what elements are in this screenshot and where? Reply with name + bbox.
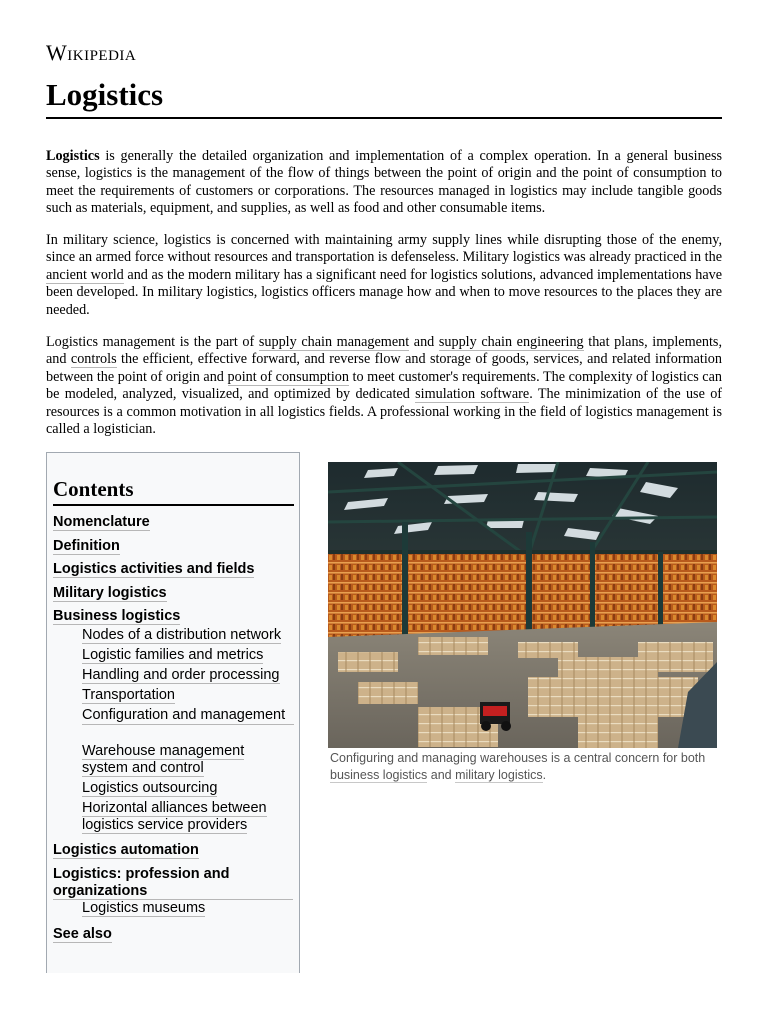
paragraph-text: and <box>409 334 439 350</box>
paragraph-text: In military science, logistics is concerned with maintaining army supply lines while disrupting those of the enemy, since an armed force without resources and transportation is defenseless. Military logistics was already practiced in the <box>46 232 722 266</box>
link-supply-chain-engineering[interactable]: supply chain engineering <box>438 334 584 350</box>
page-title: Logistics <box>46 76 722 119</box>
caption-text: and <box>427 767 456 782</box>
paragraph-text: is generally the detailed organization and implementation of a complex operation. In a general business sense, logistics is the management of the flow of things between the point of origin and the point of consumption to meet the requirements of customers or corporations. The resources managed in logistics may include tangible goods such as materials, equipment, and supplies, as well as food and other consumable items. <box>46 148 722 217</box>
toc-title: Contents <box>53 477 294 506</box>
toc-item-activities-fields[interactable]: Logistics activities and fields <box>53 561 255 577</box>
toc-item-logistics-museums[interactable]: Logistics museums <box>82 900 206 916</box>
toc-item-business-logistics[interactable]: Business logistics <box>53 608 181 624</box>
toc-item-logistics-automation[interactable]: Logistics automation <box>53 842 199 858</box>
caption-text: . <box>542 767 547 782</box>
warehouse-photo[interactable] <box>328 462 717 748</box>
paragraph-military <box>46 232 722 319</box>
toc-item-transportation[interactable]: Transportation <box>82 687 175 703</box>
bold-term: Logistics <box>46 148 100 164</box>
link-supply-chain-management[interactable]: supply chain management <box>258 334 410 350</box>
figure-caption <box>328 750 717 783</box>
link-simulation-software[interactable]: simulation software <box>415 386 530 403</box>
toc-item-see-also[interactable]: See also <box>53 926 112 942</box>
toc-item-nodes-distribution[interactable]: Nodes of a distribution network <box>82 627 282 643</box>
figure-warehouse <box>328 462 717 783</box>
toc-item-nomenclature[interactable]: Nomenclature <box>53 514 150 530</box>
paragraph-intro <box>46 148 722 218</box>
toc-item-outsourcing[interactable]: Logistics outsourcing <box>82 780 218 796</box>
toc-item-warehouse-management[interactable]: Warehouse management system and control <box>82 743 245 776</box>
paragraph-text: Logistics management is the part of <box>46 334 259 350</box>
toc-item-families-metrics[interactable]: Logistic families and metrics <box>82 647 264 663</box>
toc-item-profession-organizations[interactable]: Logistics: profession and organizations <box>53 866 293 900</box>
toc-item-military-logistics[interactable]: Military logistics <box>53 585 167 601</box>
paragraph-text: that plans, implements, and <box>46 334 723 368</box>
link-military-logistics[interactable]: military logistics <box>455 767 543 782</box>
toc-item-definition[interactable]: Definition <box>53 538 120 554</box>
paragraph-text: . The minimization of the use of resources is a common motivation in all logistics fields. A professional working in the field of logistics management is called a logistician. <box>46 386 723 438</box>
paragraph-text: and as the modern military has a significant need for logistics solutions, advanced implementations have been developed. In military logistics, logistics officers manage how and when to move resources to the places they are needed. <box>46 266 723 318</box>
link-point-of-consumption[interactable]: point of consumption <box>227 368 349 385</box>
link-business-logistics[interactable]: business logistics <box>330 767 428 782</box>
table-of-contents <box>46 452 300 973</box>
caption-text: Configuring and managing warehouses is a central concern for both <box>330 751 706 765</box>
link-ancient-world[interactable]: ancient world <box>46 266 124 283</box>
link-controls[interactable]: controls <box>70 351 117 368</box>
toc-item-configuration-management[interactable]: Configuration and management <box>82 707 294 725</box>
toc-item-horizontal-alliances[interactable]: Horizontal alliances between logistics service providers <box>82 800 267 833</box>
paragraph-text: the efficient, effective forward, and reverse flow and storage of goods, services, and related information between the point of origin and <box>46 351 722 385</box>
toc-item-handling-order[interactable]: Handling and order processing <box>82 667 280 683</box>
paragraph-management <box>46 334 722 438</box>
paragraph-text: to meet customer's requirements. The complexity of logistics can be modeled, analyzed, visualized, and optimized by dedicated <box>46 368 722 403</box>
wikipedia-logo: Wikipedia <box>46 40 137 65</box>
